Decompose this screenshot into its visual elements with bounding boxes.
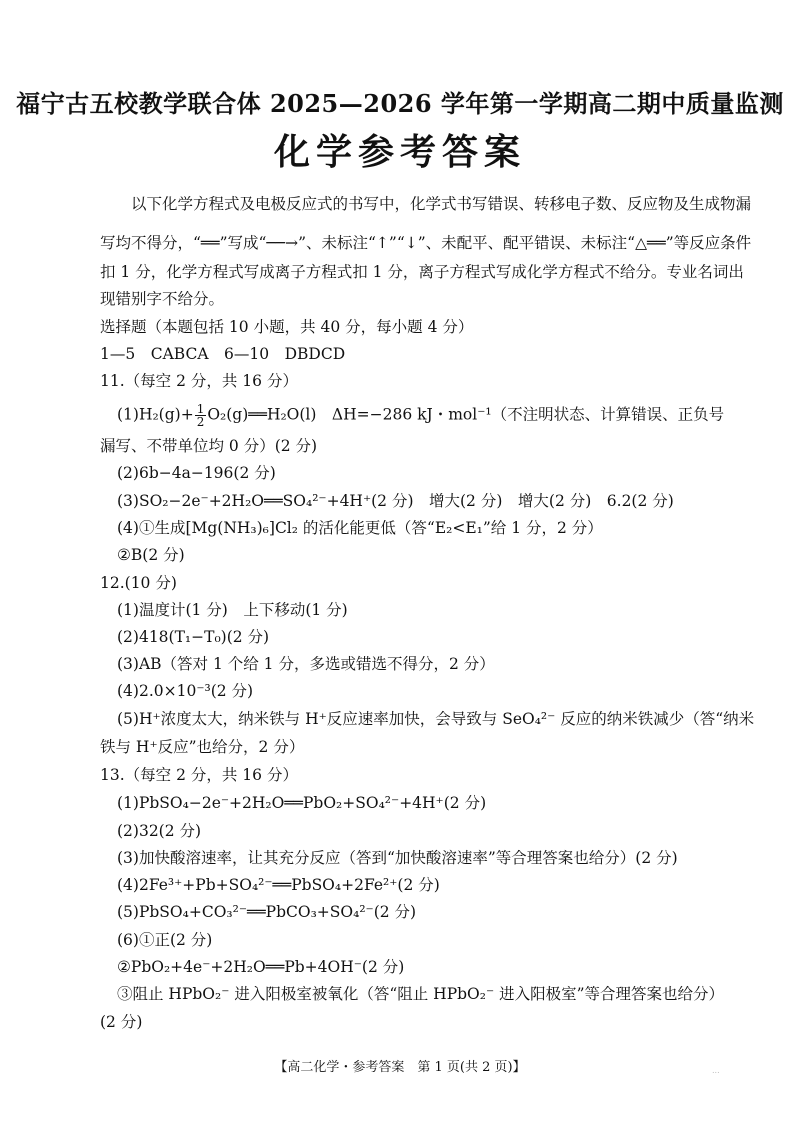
q13-answer-2: (2)32(2 分) (117, 822, 202, 840)
fraction-numerator: 1 (196, 402, 205, 416)
q11-a1-post: O₂(g)══H₂O(l) ΔH=−286 kJ・mol⁻¹（不注明状态、计算错误、正负号 (207, 405, 725, 424)
q11-answer-2: (2)6b−4a−196(2 分) (117, 464, 276, 482)
q11-answer-4b: ②B(2 分) (117, 546, 185, 564)
q11-answer-1-cont: 漏写、不带单位均 0 分）(2 分) (100, 437, 318, 455)
q13-answer-5: (5)PbSO₄+CO₃²⁻══PbCO₃+SO₄²⁻(2 分) (117, 903, 417, 921)
q12-answer-4: (4)2.0×10⁻³(2 分) (117, 682, 254, 700)
mc-answers: 1—5 CABCA 6—10 DBDCD (100, 345, 346, 363)
intro-line-4: 现错别字不给分。 (100, 290, 225, 308)
q11-answer-1 (0, 403, 800, 428)
q12-answer-3: (3)AB（答对 1 个给 1 分，多选或错选不得分，2 分） (117, 655, 495, 673)
q12-answer-1: (1)温度计(1 分) 上下移动(1 分) (117, 601, 348, 619)
q13-answer-4: (4)2Fe³⁺+Pb+SO₄²⁻══PbSO₄+2Fe²⁺(2 分) (117, 876, 440, 894)
q11-heading: 11.（每空 2 分，共 16 分） (100, 372, 298, 390)
q12-answer-5: (5)H⁺浓度太大，纳米铁与 H⁺反应速率加快，会导致与 SeO₄²⁻ 反应的纳米铁减少（答“纳米 (117, 710, 755, 728)
fraction (195, 403, 207, 428)
fraction-denominator: 2 (196, 415, 205, 429)
q13-answer-6c-cont: (2 分) (100, 1013, 143, 1031)
intro-line-2: 写均不得分，“══”写成“──→”、未标注“↑”“↓”、未配平、配平错误、未标注“△══”等反应条件 (100, 234, 752, 252)
intro-line-3: 扣 1 分，化学方程式写成离子方程式扣 1 分，离子方程式写成化学方程式不给分。专业名词出 (100, 263, 744, 281)
page-footer: 【高二化学・参考答案 第 1 页(共 2 页)】 (274, 1060, 526, 1075)
q12-answer-5-cont: 铁与 H⁺反应”也给分，2 分） (100, 738, 305, 756)
page-title: 化学参考答案 (273, 131, 526, 173)
q13-answer-6: (6)①正(2 分) (117, 931, 213, 949)
q13-heading: 13.（每空 2 分，共 16 分） (100, 766, 298, 784)
q13-answer-6c: ③阻止 HPbO₂⁻ 进入阳极室被氧化（答“阻止 HPbO₂⁻ 进入阳极室”等合理答案也给分） (117, 985, 724, 1003)
q11-answer-3: (3)SO₂−2e⁻+2H₂O══SO₄²⁻+4H⁺(2 分) 增大(2 分) 增大(2 分) 6.2(2 分) (117, 492, 674, 510)
mc-heading: 选择题（本题包括 10 小题，共 40 分，每小题 4 分） (100, 318, 474, 336)
q12-heading: 12.(10 分) (100, 574, 177, 592)
q13-answer-1: (1)PbSO₄−2e⁻+2H₂O══PbO₂+SO₄²⁻+4H⁺(2 分) (117, 794, 487, 812)
exam-title: 福宁古五校教学联合体 2025—2026 学年第一学期高二期中质量监测 (16, 89, 784, 118)
corner-mark: ... (712, 1066, 720, 1075)
q11-a1-pre: (1)H₂(g)+ (117, 405, 194, 424)
intro-line-1: 以下化学方程式及电极反应式的书写中，化学式书写错误、转移电子数、反应物及生成物漏 (131, 195, 752, 213)
q13-answer-6b: ②PbO₂+4e⁻+2H₂O══Pb+4OH⁻(2 分) (117, 958, 405, 976)
q11-answer-4: (4)①生成[Mg(NH₃)₆]Cl₂ 的活化能更低（答“E₂<E₁”给 1 分，2 分） (117, 519, 603, 537)
q13-answer-3: (3)加快酸溶速率，让其充分反应（答到“加快酸溶速率”等合理答案也给分）(2 分) (117, 849, 678, 867)
q12-answer-2: (2)418(T₁−T₀)(2 分) (117, 628, 270, 646)
